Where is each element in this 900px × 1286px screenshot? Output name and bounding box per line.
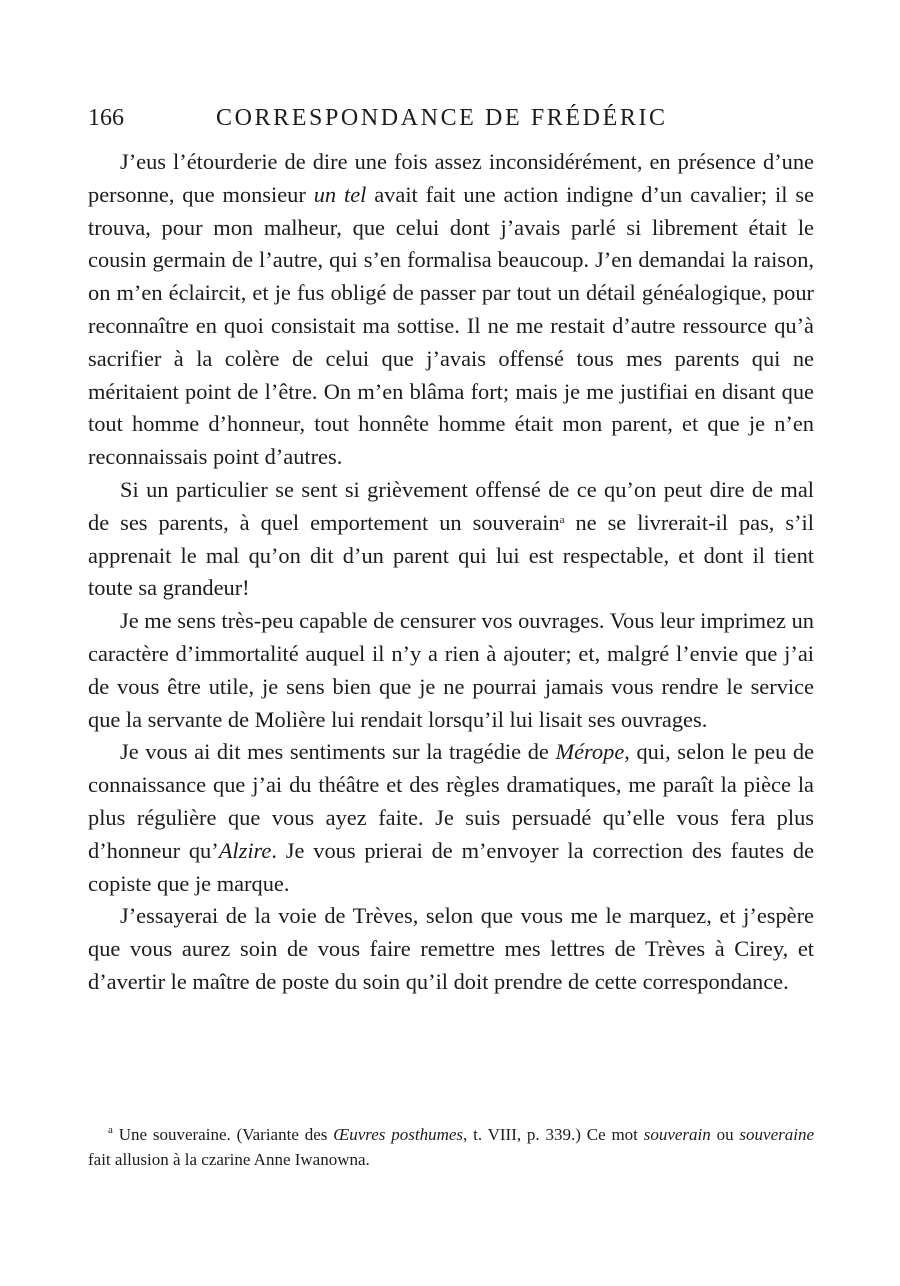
paragraph-1-text-a: J’eus l’étourderie de dire une fois assez inconsidérément, en présence d’une personne, que monsieur <box>88 149 814 207</box>
paragraph-4 <box>88 736 814 900</box>
paragraph-4-text-a: Je vous ai dit mes sentiments sur la tragédie de <box>120 739 556 765</box>
footnote-text-a: Une souveraine. (Variante des <box>112 1125 334 1144</box>
running-head <box>88 98 812 138</box>
footnote-a <box>88 1122 814 1172</box>
paragraph-4-text-b: , qui, selon le peu de connaissance que j’ai du théâtre et des règles dramatiques, me paraît la pièce la plus régulière que vous ayez faite. Je suis persuadé qu’elle vous fera plus d’honneur qu’ <box>88 739 815 863</box>
footnote-italic-souverain: souverain <box>643 1125 711 1144</box>
running-title: CORRESPONDANCE DE FRÉDÉRIC <box>216 105 668 131</box>
footnote-reference[interactable]: a <box>559 513 565 526</box>
paragraph-4-text-c: . Je vous prierai de m’envoyer la correction des fautes de copiste que je marque. <box>88 837 815 896</box>
paragraph-1-italic: un tel <box>313 181 367 207</box>
paragraph-2 <box>88 474 814 605</box>
paragraph-4-italic-alzire: Alzire <box>218 837 272 863</box>
footnote-mark: a <box>108 1124 113 1136</box>
paragraph-1 <box>88 146 814 474</box>
paragraph-5: J’essayerai de la voie de Trèves, selon que vous me le marquez, et j’espère que vous aurez soin de vous faire remettre mes lettres de Trèves à Cirey, et d’avertir le maître de poste du soin qu’il doit prendre de cette correspondance. <box>88 903 814 994</box>
footnote-italic-oeuvres: Œuvres posthumes <box>333 1125 464 1144</box>
letter-body <box>88 146 814 999</box>
paragraph-2-text-b: ne se livrerait-il pas, s’il apprenait le mal qu’on dit d’un parent qui lui est respectable, et dont il tient toute sa grandeur! <box>88 509 814 601</box>
paragraph-4-italic-merope: Mérope <box>555 739 625 765</box>
page-number: 166 <box>88 105 124 131</box>
footnotes <box>88 1122 814 1172</box>
footnote-text-b: , t. VIII, p. 339.) Ce mot <box>463 1125 644 1144</box>
paragraph-3: Je me sens très-peu capable de censurer vos ouvrages. Vous leur imprimez un caractère d’immortalité auquel il n’y a rien à ajouter; et, malgré l’envie que j’ai de vous être utile, je sens bien que je ne pourrai jamais vous rendre le service que la servante de Molière lui rendait lorsqu’il lui lisait ses ouvrages. <box>88 608 814 732</box>
paragraph-2-text-a: Si un particulier se sent si grièvement offensé de ce qu’on peut dire de mal de ses parents, à quel emportement un souverain <box>88 476 814 535</box>
footnote-text-d: fait allusion à la czarine Anne Iwanowna. <box>88 1150 370 1169</box>
paragraph-1-text-b: avait fait une action indigne d’un cavalier; il se trouva, pour mon malheur, que celui dont j’avais parlé si librement était le cousin germain de l’autre, qui s’en formalisa beaucoup. J’en demandai la raison, on m’en éclaircit, et je fus obligé de passer par tout un détail généalogique, pour reconnaître en quoi consistait ma sottise. Il ne me restait d’autre ressource qu’à sacrifier à la colère de celui que j’avais offensé tous mes parents qui ne méritaient point de l’être. On m’en blâma fort; mais je me justifiai en disant que tout homme d’honneur, tout honnête homme était mon parent, et que je n’en reconnaissais point d’autres. <box>88 181 814 470</box>
footnote-text-c: ou <box>710 1125 740 1144</box>
footnote-italic-souveraine: souveraine <box>739 1125 815 1144</box>
